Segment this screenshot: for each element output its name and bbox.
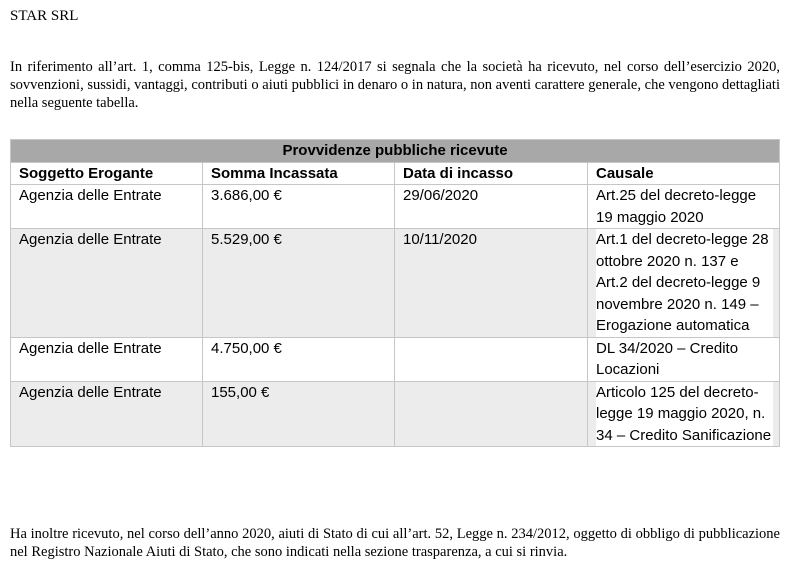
cell-causale [588, 229, 780, 338]
cell-somma: 4.750,00 € [203, 337, 395, 381]
table-header-row [11, 162, 780, 185]
cell-data [395, 337, 588, 381]
column-header-causale: Causale [588, 162, 780, 185]
cell-soggetto: Agenzia delle Entrate [11, 185, 203, 229]
cell-causale [588, 185, 780, 229]
column-header-data: Data di incasso [395, 162, 588, 185]
cell-somma: 3.686,00 € [203, 185, 395, 229]
table-row [11, 185, 780, 229]
cell-somma: 5.529,00 € [203, 229, 395, 338]
table-row [11, 381, 780, 447]
cell-causale [588, 381, 780, 447]
cell-soggetto: Agenzia delle Entrate [11, 381, 203, 447]
column-header-somma: Somma Incassata [203, 162, 395, 185]
table-row [11, 337, 780, 381]
closing-paragraph: Ha inoltre ricevuto, nel corso dell’anno 2020, aiuti di Stato di cui all’art. 52, Legge n. 234/2012, oggetto di obbligo di pubblicazione nel Registro Nazionale Aiuti di Stato, che sono indicati nella sezione trasparenza, a cui si rinvia. [10, 526, 780, 560]
causale-text: Articolo 125 del decreto-legge 19 maggio 2020, n. 34 – Credito Sanificazione [596, 382, 773, 447]
cell-data: 29/06/2020 [395, 185, 588, 229]
table-title: Provvidenze pubbliche ricevute [11, 140, 780, 163]
causale-text: Art.25 del decreto-legge 19 maggio 2020 [596, 187, 757, 226]
column-header-soggetto: Soggetto Erogante [11, 162, 203, 185]
table-row [11, 229, 780, 338]
company-name: STAR SRL [10, 8, 79, 24]
causale-text: DL 34/2020 – Credito Locazioni [596, 339, 739, 378]
cell-soggetto: Agenzia delle Entrate [11, 337, 203, 381]
cell-data [395, 381, 588, 447]
table-title-row [11, 140, 780, 163]
cell-data: 10/11/2020 [395, 229, 588, 338]
cell-somma: 155,00 € [203, 381, 395, 447]
public-grants-table [10, 139, 780, 447]
cell-soggetto: Agenzia delle Entrate [11, 229, 203, 338]
intro-paragraph: In riferimento all’art. 1, comma 125-bis, Legge n. 124/2017 si segnala che la società ha ricevuto, nel corso dell’esercizio 2020, sovvenzioni, sussidi, vantaggi, contributi o aiuti pubblici in denaro o in natura, non aventi carattere generale, che vengono dettagliati nella seguente tabella. [10, 59, 780, 111]
causale-text: Art.1 del decreto-legge 28 ottobre 2020 n. 137 e Art.2 del decreto-legge 9 novembre 2020 n. 149 – Erogazione automatica [596, 229, 773, 337]
cell-causale [588, 337, 780, 381]
